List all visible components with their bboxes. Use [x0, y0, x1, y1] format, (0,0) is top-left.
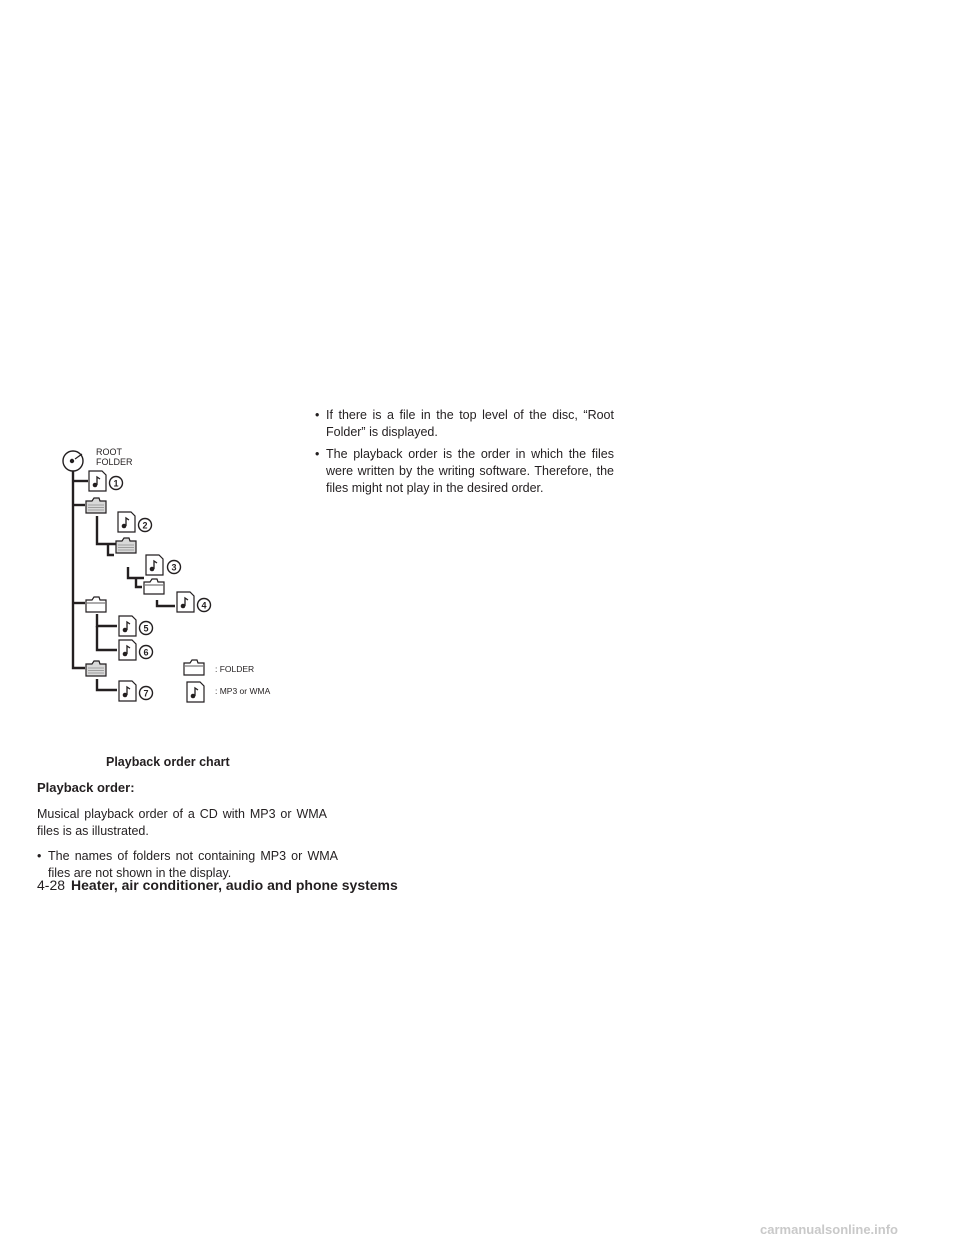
page-number: 4-28 — [37, 877, 66, 893]
disc-icon — [63, 451, 83, 471]
folder-icon — [116, 538, 136, 553]
folder-icon — [86, 498, 106, 513]
music-note-file-icon — [146, 555, 163, 575]
intro-paragraph: Musical playback order of a CD with MP3 or WMA files is as illustrated. — [37, 807, 327, 838]
number-marker: 2 — [142, 520, 148, 531]
playback-order-diagram — [50, 440, 310, 710]
bullet-text: If there is a file in the top level of the disc, “Root Folder” is displayed. — [326, 408, 614, 439]
legend-file-label: : MP3 or WMA — [215, 686, 271, 696]
figure-caption: Playback order chart — [106, 755, 230, 769]
number-marker: 6 — [143, 647, 149, 658]
number-marker: 4 — [201, 600, 207, 611]
watermark: carmanualsonline.info — [760, 1222, 898, 1237]
music-note-file-icon — [119, 616, 136, 636]
music-note-file-icon — [119, 640, 136, 660]
bullet-playback-order — [315, 446, 614, 497]
legend-folder-label: : FOLDER — [215, 664, 255, 674]
music-note-file-icon — [118, 512, 135, 532]
footer-section-title: Heater, air conditioner, audio and phone systems — [71, 877, 398, 893]
bullet-dot: • — [37, 849, 42, 863]
root-label-line1: ROOT — [96, 447, 122, 457]
bullet-text: The playback order is the order in which the files were written by the writing software. Therefore, the files might not play in the desired order. — [326, 447, 614, 495]
page-footer — [37, 877, 398, 893]
music-note-file-icon — [177, 592, 194, 612]
bullet-dot: • — [315, 408, 320, 422]
music-note-file-icon — [119, 681, 136, 701]
root-label-line2: FOLDER — [96, 457, 133, 467]
music-note-file-icon — [89, 471, 106, 491]
bullet-dot: • — [315, 447, 320, 461]
legend-file-icon — [187, 682, 204, 702]
folder-icon — [86, 661, 106, 676]
folder-icon — [86, 597, 106, 612]
number-marker: 7 — [143, 688, 149, 699]
legend-folder-icon — [184, 660, 204, 675]
number-marker: 1 — [113, 478, 119, 489]
bullet-root-folder — [315, 407, 614, 441]
number-marker: 3 — [171, 562, 177, 573]
bullet-text: The names of folders not containing MP3 or WMA files are not shown in the display. — [48, 849, 338, 880]
number-marker: 5 — [143, 623, 149, 634]
section-title: Playback order: — [37, 780, 135, 795]
folder-icon — [144, 579, 164, 594]
